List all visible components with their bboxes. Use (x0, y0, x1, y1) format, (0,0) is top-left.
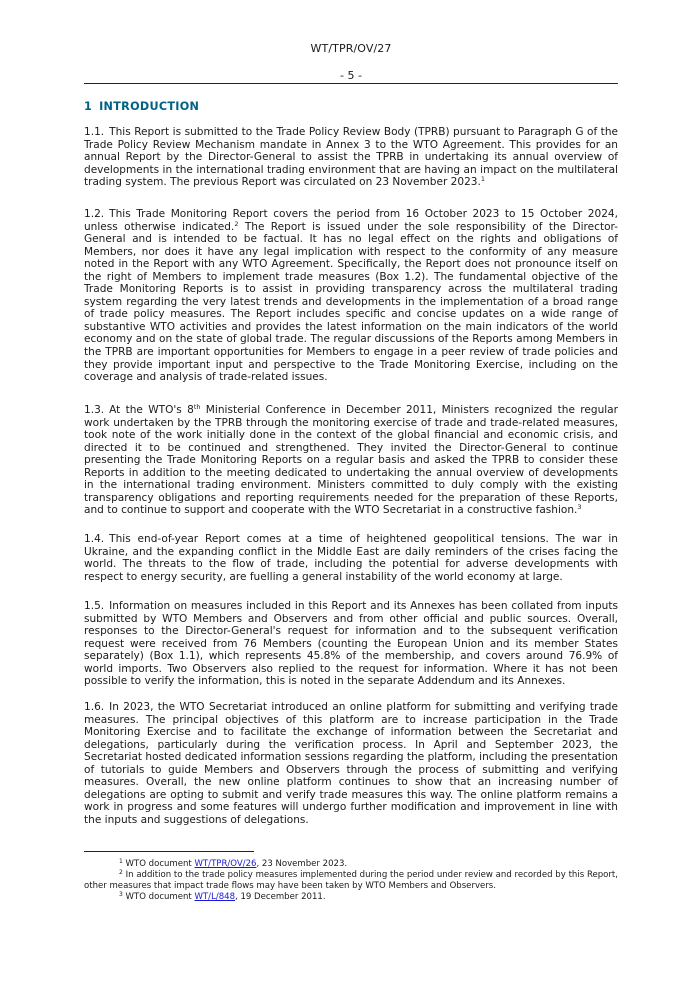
footnote-text: WTO document (122, 892, 195, 902)
footnote-number: 3 (119, 891, 123, 898)
section-heading (84, 100, 199, 113)
footnote-text: , 19 December 2011. (235, 892, 326, 902)
footnote-link-wt-l-848[interactable]: WT/L/848 (194, 892, 236, 902)
paragraph-1-6 (84, 701, 618, 826)
paragraph-1-3 (84, 404, 618, 517)
footnote-1 (84, 859, 618, 870)
paragraph-number: 1.1. (84, 126, 105, 138)
footnote-link-wt-tpr-ov-26[interactable]: WT/TPR/OV/26 (194, 859, 257, 869)
paragraph-text-continued: The Report is issued under the sole responsibility of the Director-General and is intended to be factual. It has no legal effect on the rights and obligations of Members, nor does it have any legal implication with respect to the conformity of any measure noted in the Report with any WTO Agreement. Specifically, the Report does not pronounce itself on the right of Members to implement trade measures (Box 1.2). The fundamental objective of the Trade Monitoring Reports is to assist in providing transparency across the multilateral trading system regarding the very latest trends and developments in the implementation of a broad range of trade policy measures. The Report includes specific and concise updates on a wide range of substantive WTO activities and provides the latest information on the main indicators of the world economy and on the state of global trade. The regular discussions of the Reports among Members in the TPRB are important opportunities for Members to engage in a peer review of trade policies and they provide important input and perspective to the Trade Monitoring Exercise, including on the coverage and analysis of trade-related issues. (84, 220, 619, 384)
section-number: 1 (84, 100, 93, 113)
paragraph-number: 1.3. (84, 404, 105, 416)
paragraph-1-2 (84, 208, 618, 384)
footnote-ref[interactable]: 3 (577, 503, 582, 512)
document-symbol: WT/TPR/OV/27 (310, 42, 392, 55)
footnote-number: 2 (119, 869, 123, 876)
paragraph-1-5 (84, 600, 618, 688)
footnote-text: In addition to the trade policy measures implemented during the period under review and recorded by this Report, other measures that impact trade flows may have been taken by WTO Members and Observers. (84, 870, 618, 891)
paragraph-number: 1.6. (84, 701, 105, 713)
paragraph-number: 1.2. (84, 208, 105, 220)
footnote-separator (84, 851, 254, 852)
footnote-2 (84, 870, 618, 892)
paragraph-number: 1.5. (84, 600, 105, 612)
footnote-number: 1 (119, 858, 123, 865)
paragraph-text: This Report is submitted to the Trade Policy Review Body (TPRB) pursuant to Paragraph G of the Trade Policy Review Mechanism mandate in Annex 3 to the WTO Agreement. This provides for an annual Report by the Director-General to assist the TPRB in undertaking its annual overview of developments in the international trading environment that are having an impact on the multilateral trading system. The previous Report was circulated on 23 November 2023. (84, 126, 618, 189)
paragraph-text: This Trade Monitoring Report covers the period from 16 October 2023 to 15 October 2024, unless otherwise indicated. (84, 208, 618, 233)
paragraph-text: Information on measures included in this Report and its Annexes has been collated from inputs submitted by WTO Members and Observers and from other official and public sources. Overall, responses to the Director-General's request for information and to the subsequent verification request were received from 76 Members (counting the European Union and its member States separately) (Box 1.1), which represents 45.8% of the membership, and covers around 76.9% of world imports. Two Observers also replied to the request for information. Where it has not been possible to verify the information, this is noted in the separate Addendum and its Annexes. (84, 600, 618, 688)
footnote-text: , 23 November 2023. (256, 859, 348, 869)
paragraph-text-continued: Ministerial Conference in December 2011, Ministers recognized the regular work undertaken by the TPRB through the monitoring exercise of trade and trade-related measures, took note of the work initially done in the context of the global financial and economic crisis, and directed it to be continued and strengthened. They invited the Director-General to continue presenting the Trade Monitoring Reports on a regular basis and asked the TPRB to consider these Reports in addition to the meeting dedicated to undertaking the annual overview of developments in the international trading environment. Ministers committed to duly comply with the existing transparency obligations and reporting requirements needed for the preparation of these Reports, and to continue to support and cooperate with the WTO Secretariat in a constructive fashion. (84, 404, 618, 517)
section-title: INTRODUCTION (99, 100, 200, 113)
footnote-3 (84, 892, 618, 903)
footnote-ref[interactable]: 1 (480, 175, 485, 184)
paragraph-text: In 2023, the WTO Secretariat introduced an online platform for submitting and verifying trade measures. The principal objectives of this platform are to increase participation in the Trade Monitoring Exercise and to facilitate the exchange of information between the Secretariat and delegations, particularly during the verification process. In April and September 2023, the Secretariat hosted dedicated information sessions regarding the platform, including the presentation of tutorials to guide Members and Observers through the process of submitting and verifying measures. Overall, the new online platform continues to show that an increasing number of delegations are opting to submit and verify trade measures this way. The online platform remains a work in progress and some features will undergo further modification and improvement in line with the inputs and suggestions of delegations. (84, 701, 618, 826)
ordinal-suffix: th (193, 403, 201, 411)
page-number: - 5 - (340, 69, 362, 82)
header-divider (84, 83, 618, 84)
paragraph-text: At the WTO's 8 (109, 404, 194, 416)
footnote-text: WTO document (122, 859, 195, 869)
footnotes (84, 859, 618, 903)
paragraph-1-1 (84, 126, 618, 189)
footnote-ref[interactable]: 2 (234, 219, 239, 228)
paragraph-text: This end-of-year Report comes at a time of heightened geopolitical tensions. The war in Ukraine, and the expanding conflict in the Middle East are daily reminders of the crises facing the world. The threats to the flow of trade, including the potential for adverse developments with respect to energy security, are fuelling a general instability of the world economy at large. (84, 533, 618, 583)
paragraph-1-4 (84, 533, 618, 583)
paragraph-number: 1.4. (84, 533, 105, 545)
